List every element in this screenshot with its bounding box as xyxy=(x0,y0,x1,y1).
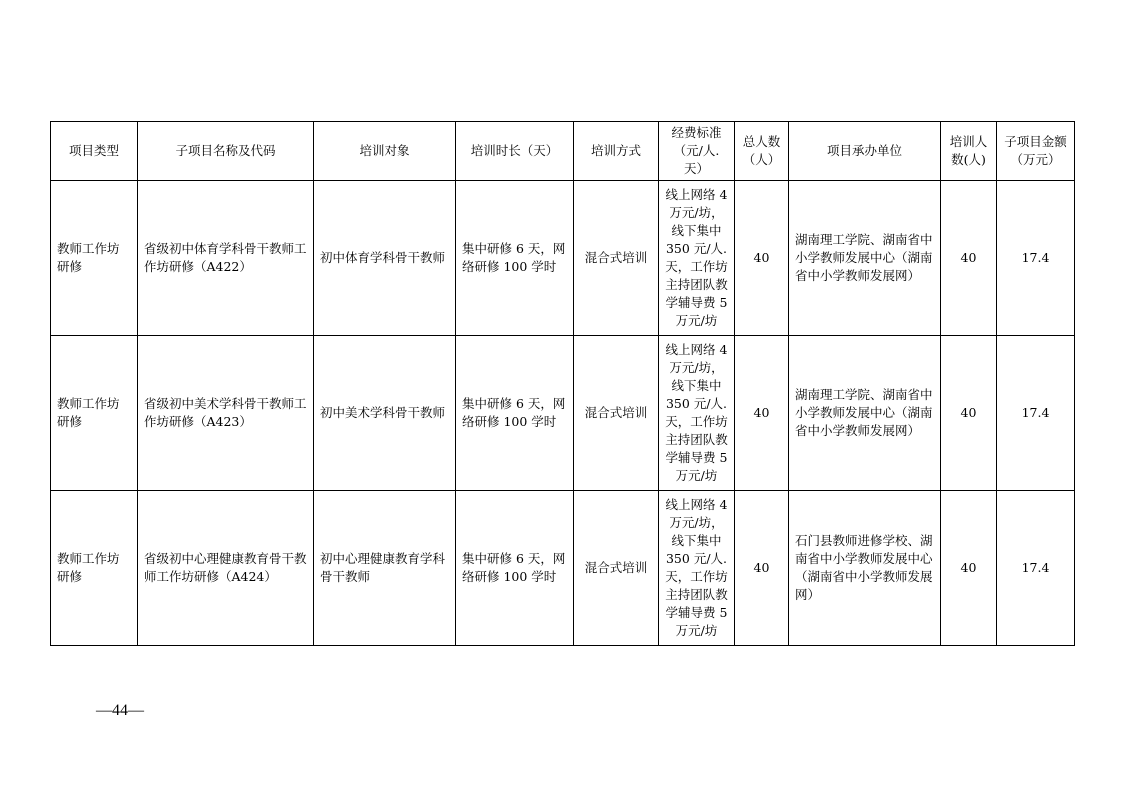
cell-total-people: 40 xyxy=(735,491,789,646)
header-training-method: 培训方式 xyxy=(574,122,659,181)
cell-project-type: 教师工作坊研修 xyxy=(51,336,138,491)
header-subproject-name: 子项目名称及代码 xyxy=(138,122,314,181)
header-project-type: 项目类型 xyxy=(51,122,138,181)
table-row xyxy=(51,336,1075,491)
cell-amount: 17.4 xyxy=(997,181,1075,336)
cell-trainees: 初中体育学科骨干教师 xyxy=(314,181,456,336)
cell-trainees: 初中心理健康教育学科骨干教师 xyxy=(314,491,456,646)
training-project-table xyxy=(50,121,1075,646)
header-organizer: 项目承办单位 xyxy=(789,122,941,181)
cell-funding-standard: 线上网络 4 万元/坊，线下集中 350 元/人. 天，工作坊主持团队教学辅导费 5 万元/坊 xyxy=(659,336,735,491)
cell-subproject-name: 省级初中美术学科骨干教师工作坊研修（A423） xyxy=(138,336,314,491)
cell-project-type: 教师工作坊研修 xyxy=(51,491,138,646)
cell-organizer: 湖南理工学院、湖南省中小学教师发展中心（湖南省中小学教师发展网） xyxy=(789,336,941,491)
header-trainees: 培训对象 xyxy=(314,122,456,181)
cell-training-method: 混合式培训 xyxy=(574,181,659,336)
cell-total-people: 40 xyxy=(735,181,789,336)
cell-amount: 17.4 xyxy=(997,491,1075,646)
cell-organizer: 湖南理工学院、湖南省中小学教师发展中心（湖南省中小学教师发展网） xyxy=(789,181,941,336)
cell-total-people: 40 xyxy=(735,336,789,491)
header-duration: 培训时长（天） xyxy=(456,122,574,181)
cell-trainee-count: 40 xyxy=(941,181,997,336)
header-funding-standard: 经费标准（元/人.天） xyxy=(659,122,735,181)
cell-training-method: 混合式培训 xyxy=(574,336,659,491)
cell-subproject-name: 省级初中心理健康教育骨干教师工作坊研修（A424） xyxy=(138,491,314,646)
cell-subproject-name: 省级初中体育学科骨干教师工作坊研修（A422） xyxy=(138,181,314,336)
cell-organizer: 石门县教师进修学校、湖南省中小学教师发展中心（湖南省中小学教师发展网） xyxy=(789,491,941,646)
cell-amount: 17.4 xyxy=(997,336,1075,491)
cell-duration: 集中研修 6 天，网络研修 100 学时 xyxy=(456,181,574,336)
header-amount: 子项目金额（万元） xyxy=(997,122,1075,181)
cell-duration: 集中研修 6 天，网络研修 100 学时 xyxy=(456,336,574,491)
cell-training-method: 混合式培训 xyxy=(574,491,659,646)
cell-trainee-count: 40 xyxy=(941,491,997,646)
cell-duration: 集中研修 6 天，网络研修 100 学时 xyxy=(456,491,574,646)
table-header-row xyxy=(51,122,1075,181)
page-number: —44— xyxy=(96,702,144,719)
cell-funding-standard: 线上网络 4 万元/坊，线下集中 350 元/人. 天，工作坊主持团队教学辅导费 5 万元/坊 xyxy=(659,491,735,646)
table-row xyxy=(51,491,1075,646)
cell-trainee-count: 40 xyxy=(941,336,997,491)
cell-funding-standard: 线上网络 4 万元/坊，线下集中 350 元/人. 天，工作坊主持团队教学辅导费 5 万元/坊 xyxy=(659,181,735,336)
table-row xyxy=(51,181,1075,336)
header-trainee-count: 培训人数(人) xyxy=(941,122,997,181)
header-total-people: 总人数（人） xyxy=(735,122,789,181)
cell-trainees: 初中美术学科骨干教师 xyxy=(314,336,456,491)
cell-project-type: 教师工作坊研修 xyxy=(51,181,138,336)
